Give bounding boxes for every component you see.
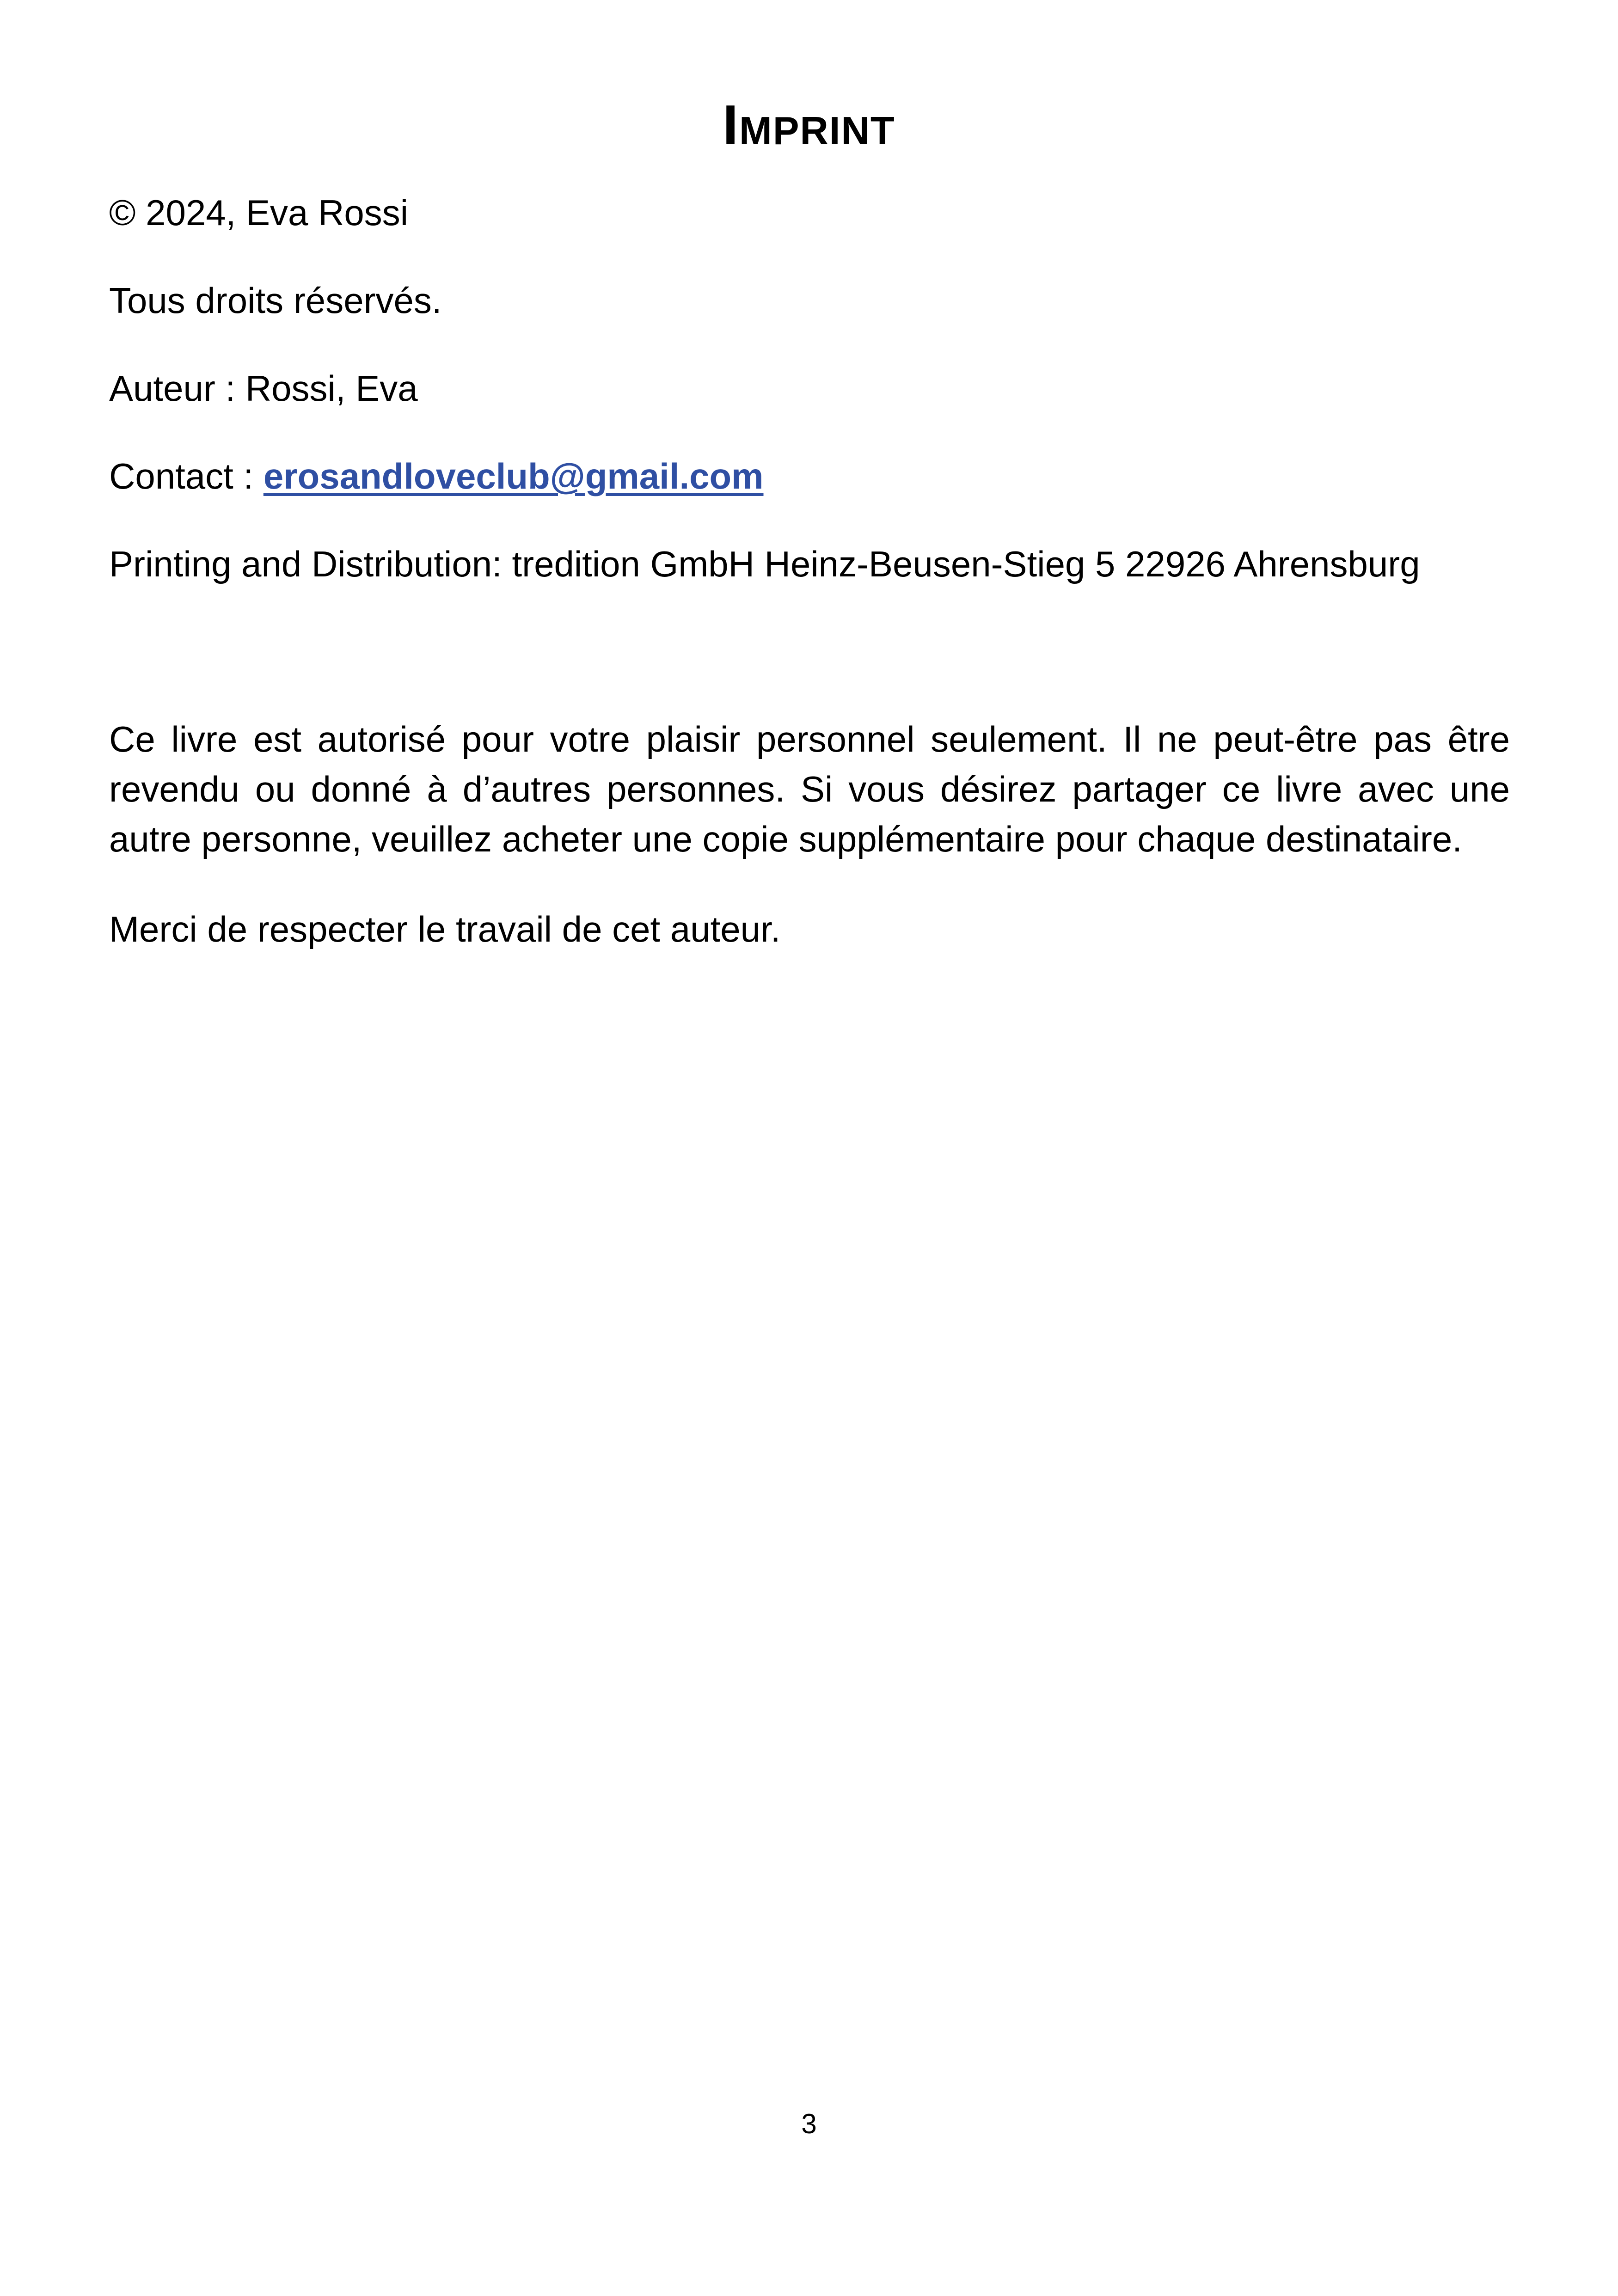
page-number: 3 — [801, 2108, 817, 2139]
contact-label: Contact : — [109, 456, 264, 496]
printing-distribution-line: Printing and Distribution: tredition GmbH Heinz-Beusen-Stieg 5 22926 Ahrensburg — [109, 544, 1420, 584]
rights-line: Tous droits réservés. — [109, 280, 442, 321]
contact-line — [109, 451, 764, 502]
thanks-line: Merci de respecter le travail de cet auteur. — [109, 909, 781, 949]
author-line: Auteur : Rossi, Eva — [109, 368, 418, 409]
copyright-line: © 2024, Eva Rossi — [109, 192, 409, 233]
license-paragraph: Ce livre est autorisé pour votre plaisir personnel seulement. Il ne peut-être pas être revendu ou donné à d’autres personnes. Si vous désirez partager ce livre avec une autre personne, veuillez acheter une copie supplémentaire pour chaque destinataire. — [109, 719, 1510, 859]
page-title: Imprint — [723, 93, 895, 156]
contact-email-link[interactable]: erosandloveclub@gmail.com — [263, 456, 764, 496]
